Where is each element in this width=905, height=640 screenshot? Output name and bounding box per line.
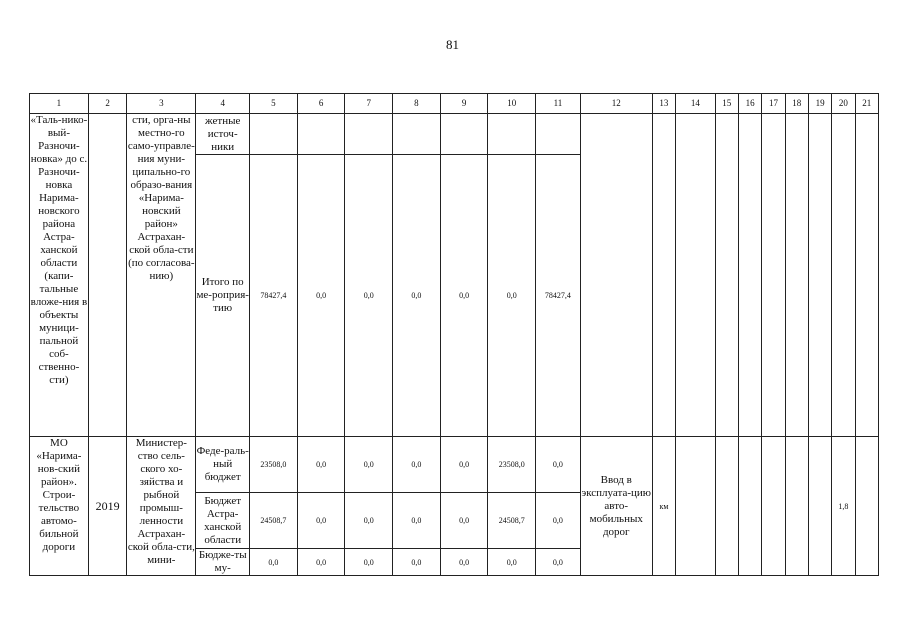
header-cell-11: 11 — [536, 94, 581, 114]
empty-cell — [808, 437, 831, 576]
value-cell: 78427,4 — [536, 155, 581, 437]
header-cell-21: 21 — [855, 94, 878, 114]
value-cell: 0,0 — [297, 437, 345, 493]
executor-cell: сти, орга-ны местно-го само-управле-ния муни-ципально-го образо-вания «Нарима-новский район» Астрахан-ской обла-сти (по согласова-нию) — [127, 114, 196, 437]
empty-cell — [676, 437, 716, 576]
value-cell: 23508,0 — [488, 437, 536, 493]
value-cell — [345, 114, 393, 155]
value-cell — [536, 114, 581, 155]
value-cell — [488, 114, 536, 155]
header-cell-20: 20 — [832, 94, 855, 114]
value-cell: 0,0 — [440, 155, 488, 437]
empty-cell — [715, 114, 738, 437]
funding-source-cell: жетные источ-ники — [196, 114, 250, 155]
value-cell: 0,0 — [393, 155, 441, 437]
value-cell: 0,0 — [488, 155, 536, 437]
header-cell-13: 13 — [652, 94, 675, 114]
unit-cell: км — [652, 437, 675, 576]
value-cell — [393, 114, 441, 155]
value-cell — [297, 114, 345, 155]
year-cell: 2019 — [88, 437, 127, 576]
header-cell-4: 4 — [196, 94, 250, 114]
value-cell: 0,0 — [536, 437, 581, 493]
year-cell — [88, 114, 127, 437]
header-cell-6: 6 — [297, 94, 345, 114]
value-cell: 0,0 — [297, 549, 345, 576]
empty-cell — [855, 114, 878, 437]
value-cell: 0,0 — [488, 549, 536, 576]
value-cell: 23508,0 — [250, 437, 298, 493]
header-cell-1: 1 — [30, 94, 89, 114]
unit-cell — [652, 114, 675, 437]
header-cell-18: 18 — [785, 94, 808, 114]
value-cell: 0,0 — [536, 493, 581, 549]
value-cell: 0,0 — [440, 437, 488, 493]
empty-cell — [676, 114, 716, 437]
data-table — [29, 93, 879, 576]
executor-cell: Министер-ство сель-ского хо-зяйства и рыбной промыш-ленности Астрахан-ской обла-сти, мини- — [127, 437, 196, 576]
header-cell-14: 14 — [676, 94, 716, 114]
empty-cell — [785, 114, 808, 437]
empty-cell — [832, 114, 855, 437]
value-cell: 24508,7 — [488, 493, 536, 549]
value-cell: 0,0 — [536, 549, 581, 576]
value-cell: 0,0 — [393, 549, 441, 576]
header-cell-7: 7 — [345, 94, 393, 114]
table-row — [30, 114, 879, 155]
header-cell-9: 9 — [440, 94, 488, 114]
header-cell-12: 12 — [580, 94, 652, 114]
page-number: 81 — [446, 37, 459, 52]
empty-cell — [715, 437, 738, 576]
empty-cell — [762, 114, 785, 437]
value-cell: 0,0 — [440, 493, 488, 549]
result-cell — [580, 114, 652, 437]
value-cell: 0,0 — [393, 437, 441, 493]
value-cell: 78427,4 — [250, 155, 298, 437]
header-cell-15: 15 — [715, 94, 738, 114]
object-name-cell: «Таль-нико-вый-Разночи-новка» до с. Разночи-новка Нарима-новского района Астра-ханской области (капи-тальные вложе-ния в объекты муници-пальной соб-ственно-сти) — [30, 114, 89, 437]
empty-cell — [785, 437, 808, 576]
value-cell: 0,0 — [345, 493, 393, 549]
value-cell: 0,0 — [250, 549, 298, 576]
empty-cell — [738, 114, 761, 437]
table-row — [30, 437, 879, 493]
header-cell-16: 16 — [738, 94, 761, 114]
funding-source-cell: Феде-раль-ный бюджет — [196, 437, 250, 493]
funding-source-cell: Итого по ме-роприя-тию — [196, 155, 250, 437]
empty-cell — [738, 437, 761, 576]
object-name-cell: МО «Нарима-нов-ский район». Строи-тельство автомо-бильной дороги — [30, 437, 89, 576]
empty-cell — [808, 114, 831, 437]
header-cell-5: 5 — [250, 94, 298, 114]
value-cell: 0,0 — [345, 549, 393, 576]
value-cell: 0,0 — [297, 493, 345, 549]
header-cell-3: 3 — [127, 94, 196, 114]
empty-cell — [855, 437, 878, 576]
header-cell-17: 17 — [762, 94, 785, 114]
result-cell: Ввод в эксплуата-цию авто-мобильных дорог — [580, 437, 652, 576]
header-row — [30, 94, 879, 114]
header-cell-2: 2 — [88, 94, 127, 114]
funding-source-cell: Бюдже-ты му- — [196, 549, 250, 576]
value-cell — [440, 114, 488, 155]
value-cell: 1,8 — [832, 437, 855, 576]
funding-source-cell: Бюджет Астра-ханской области — [196, 493, 250, 549]
header-cell-10: 10 — [488, 94, 536, 114]
header-cell-19: 19 — [808, 94, 831, 114]
value-cell: 0,0 — [440, 549, 488, 576]
header-cell-8: 8 — [393, 94, 441, 114]
value-cell: 0,0 — [393, 493, 441, 549]
value-cell: 0,0 — [297, 155, 345, 437]
value-cell — [250, 114, 298, 155]
value-cell: 0,0 — [345, 437, 393, 493]
value-cell: 24508,7 — [250, 493, 298, 549]
empty-cell — [762, 437, 785, 576]
value-cell: 0,0 — [345, 155, 393, 437]
